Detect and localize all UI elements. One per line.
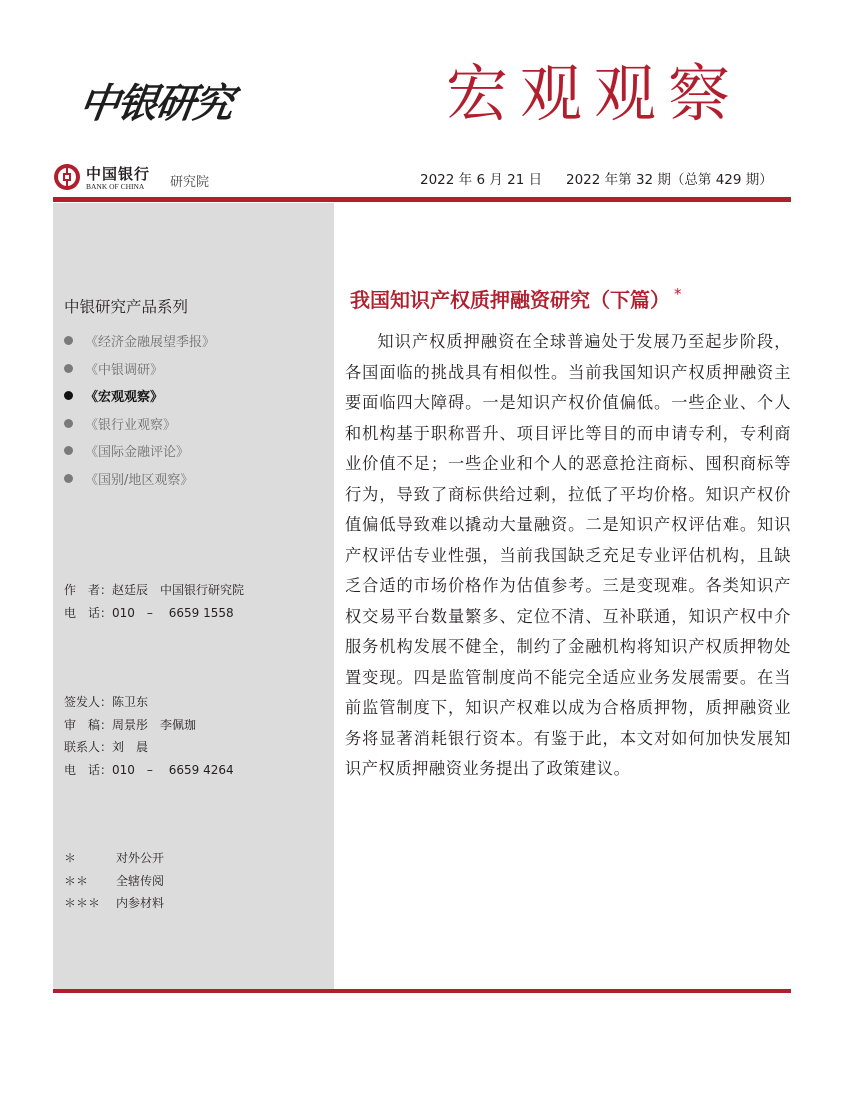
issue-number: 2022 年第 32 期（总第 429 期）	[566, 172, 773, 188]
series-item: 《国际金融评论》	[64, 437, 215, 465]
bullet-icon	[64, 446, 73, 455]
title-footnote-mark: *	[674, 285, 682, 304]
series-item-active: 《宏观观察》	[64, 382, 215, 410]
legend-row: ＊＊＊ 内参材料	[64, 896, 165, 910]
bank-name-en: BANK OF CHINA	[86, 182, 145, 191]
issuer-line: 签发人：陈卫东	[64, 695, 149, 709]
legend-row: ＊ 对外公开	[64, 851, 165, 865]
series-list	[64, 327, 215, 492]
editors-block	[64, 691, 234, 781]
bank-of-china-logo-icon	[54, 164, 80, 190]
header-divider	[53, 197, 791, 202]
series-heading: 中银研究产品系列	[64, 298, 189, 316]
author-phone: 电 话：010 – 6659 1558	[64, 605, 234, 620]
bullet-icon	[64, 419, 73, 428]
article-title: 我国知识产权质押融资研究（下篇） *	[350, 285, 682, 312]
brand-calligraphy-logo: 中银研究	[76, 80, 235, 127]
series-item: 《中银调研》	[64, 355, 215, 383]
bullet-icon	[64, 391, 73, 400]
author-line: 作 者：赵廷辰 中国银行研究院	[64, 583, 245, 597]
bullet-icon	[64, 474, 73, 483]
issue-date: 2022 年 6 月 21 日	[420, 172, 543, 188]
series-item: 《银行业观察》	[64, 410, 215, 438]
contact-phone: 电 话：010 – 6659 4264	[64, 762, 234, 777]
series-item: 《经济金融展望季报》	[64, 327, 215, 355]
series-item: 《国别/地区观察》	[64, 465, 215, 493]
bullet-icon	[64, 364, 73, 373]
legend-row: ＊＊ 全辖传阅	[64, 873, 165, 888]
institute-label: 研究院	[170, 175, 210, 190]
article-body: 知识产权质押融资在全球普遍处于发展乃至起步阶段，各国面临的挑战具有相似性。当前我国知识产权质押融资主要面临四大障碍。一是知识产权价值偏低。一些企业、个人和机构基于职称晋升、项目评比等目的而申请专利，专利商业价值不足；一些企业和个人的恶意抢注商标、囤积商标等行为，导致了商标供给过剩，拉低了平均价格。知识产权价值偏低导致难以撬动大量融资。二是知识产权评估难。知识产权评估专业性强，当前我国缺乏充足专业评估机构，且缺乏合适的市场价格作为估值参考。三是变现难。各类知识产权交易平台数量繁多、定位不清、互补联通，知识产权中介服务机构发展不健全，制约了金融机构将知识产权质押物处置变现。四是监管制度尚不能完全适应业务发展需要。在当前监管制度下，知识产权难以成为合格质押物，质押融资业务将显著消耗银行资本。有鉴于此，本文对如何加快发展知识产权质押融资业务提出了政策建议。	[345, 332, 791, 778]
bullet-icon	[64, 336, 73, 345]
contact-line: 联系人：刘 晨	[64, 740, 149, 754]
reviewers-line: 审 稿：周景彤 李佩珈	[64, 717, 197, 732]
distribution-legend	[64, 847, 164, 915]
bank-name-cn: 中国银行	[86, 165, 151, 183]
footer-divider	[53, 989, 791, 993]
report-series-title: 宏观观察	[446, 57, 743, 130]
author-block	[64, 579, 244, 624]
